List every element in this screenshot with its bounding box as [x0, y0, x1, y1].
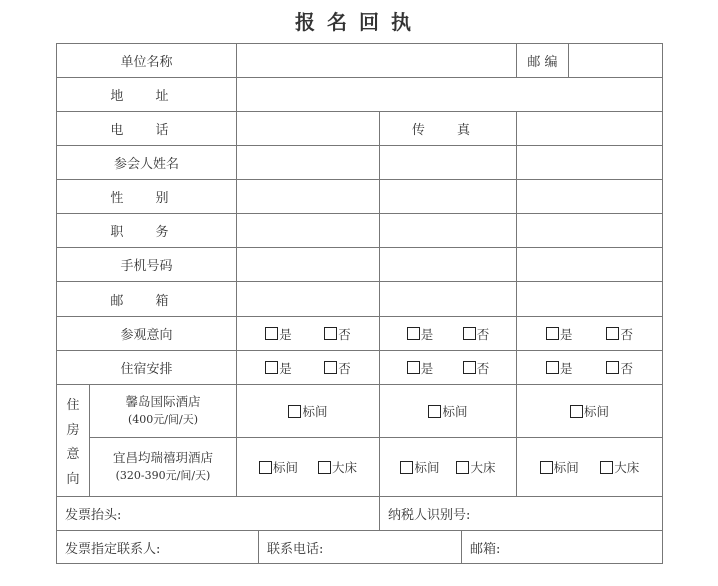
- label-email: [56, 281, 237, 317]
- attendee-2-accommodation: [379, 350, 517, 385]
- label-postcode: [516, 43, 569, 78]
- accommodation-yes-checkbox[interactable]: 是: [546, 359, 573, 377]
- label-fax: [379, 111, 517, 146]
- label-char: 房: [66, 422, 80, 438]
- standard-room-checkbox[interactable]: 标间: [428, 402, 467, 420]
- label-room-intent: [56, 384, 90, 497]
- attendee-3-position-field[interactable]: [516, 213, 663, 248]
- label-text: 职 务: [110, 225, 183, 240]
- hotel-name: 宜昌均瑞禧玥酒店: [112, 450, 213, 465]
- label-visit-intent: [56, 316, 237, 351]
- attendee-3-hotel-1: [516, 384, 663, 438]
- label-char: 住: [66, 397, 80, 413]
- accommodation-yes-checkbox[interactable]: 是: [407, 359, 434, 377]
- label-text: 住宿安排: [120, 362, 173, 377]
- label-text: 参观意向: [120, 328, 173, 343]
- standard-room-checkbox[interactable]: 标间: [570, 402, 609, 420]
- label-position: [56, 213, 237, 248]
- attendee-2-position-field[interactable]: [379, 213, 517, 248]
- contact-email-field[interactable]: [461, 530, 663, 564]
- hotel-1-label: [89, 384, 237, 438]
- attendee-1-gender-field[interactable]: [236, 179, 380, 214]
- visit-yes-checkbox[interactable]: 是: [407, 325, 434, 343]
- attendee-1-hotel-2: [236, 437, 380, 497]
- label-unit-name: [56, 43, 237, 78]
- attendee-3-gender-field[interactable]: [516, 179, 663, 214]
- hotel-price: (320-390元/间/天): [115, 469, 211, 482]
- label-char: 意: [66, 447, 80, 463]
- attendee-2-hotel-1: [379, 384, 517, 438]
- accommodation-yes-checkbox[interactable]: 是: [265, 359, 292, 377]
- attendee-3-visit: [516, 316, 663, 351]
- page-title: 报名回执: [295, 10, 423, 34]
- fax-field[interactable]: [516, 111, 663, 146]
- attendee-2-email-field[interactable]: [379, 281, 517, 317]
- attendee-2-hotel-2: [379, 437, 517, 497]
- invoice-header-field[interactable]: [56, 496, 380, 531]
- contact-phone-field[interactable]: [258, 530, 462, 564]
- attendee-1-name-field[interactable]: [236, 145, 380, 180]
- hotel-2-label: [89, 437, 237, 497]
- unit-name-field[interactable]: [236, 43, 517, 78]
- label-text: 邮 编: [527, 55, 558, 70]
- label-text: 手机号码: [120, 259, 173, 274]
- visit-no-checkbox[interactable]: 否: [324, 325, 351, 343]
- attendee-1-email-field[interactable]: [236, 281, 380, 317]
- hotel-name: 馨岛国际酒店: [125, 394, 201, 409]
- label-gender: [56, 179, 237, 214]
- accommodation-no-checkbox[interactable]: 否: [463, 359, 490, 377]
- label-text: 传 真: [411, 123, 485, 138]
- standard-room-checkbox[interactable]: 标间: [259, 458, 298, 476]
- label-accommodation: [56, 350, 237, 385]
- standard-room-checkbox[interactable]: 标间: [288, 402, 327, 420]
- attendee-2-visit: [379, 316, 517, 351]
- phone-field[interactable]: [236, 111, 380, 146]
- tax-id-field[interactable]: [379, 496, 663, 531]
- label-text: 邮箱:: [470, 541, 501, 557]
- label-text: 参会人姓名: [113, 157, 179, 172]
- visit-yes-checkbox[interactable]: 是: [546, 325, 573, 343]
- label-text: 性 别: [110, 191, 183, 206]
- label-text: 地 址: [110, 89, 183, 104]
- attendee-1-mobile-field[interactable]: [236, 247, 380, 282]
- king-bed-checkbox[interactable]: 大床: [318, 458, 357, 476]
- attendee-2-mobile-field[interactable]: [379, 247, 517, 282]
- attendee-3-mobile-field[interactable]: [516, 247, 663, 282]
- address-field[interactable]: [236, 77, 663, 112]
- attendee-3-hotel-2: [516, 437, 663, 497]
- label-phone: [56, 111, 237, 146]
- label-text: 纳税人识别号:: [388, 508, 471, 523]
- attendee-1-hotel-1: [236, 384, 380, 438]
- visit-no-checkbox[interactable]: 否: [606, 325, 633, 343]
- label-text: 电 话: [110, 123, 183, 138]
- attendee-3-name-field[interactable]: [516, 145, 663, 180]
- king-bed-checkbox[interactable]: 大床: [600, 458, 639, 476]
- label-text: 发票抬头:: [65, 508, 122, 523]
- label-attendee-name: [56, 145, 237, 180]
- attendee-1-position-field[interactable]: [236, 213, 380, 248]
- label-char: 向: [66, 472, 80, 488]
- hotel-price: (400元/间/天): [128, 413, 198, 426]
- attendee-3-accommodation: [516, 350, 663, 385]
- label-address: [56, 77, 237, 112]
- label-text: 发票指定联系人:: [65, 541, 161, 557]
- visit-no-checkbox[interactable]: 否: [463, 325, 490, 343]
- accommodation-no-checkbox[interactable]: 否: [324, 359, 351, 377]
- label-mobile: [56, 247, 237, 282]
- attendee-2-gender-field[interactable]: [379, 179, 517, 214]
- standard-room-checkbox[interactable]: 标间: [400, 458, 439, 476]
- label-text: 联系电话:: [267, 541, 324, 557]
- standard-room-checkbox[interactable]: 标间: [540, 458, 579, 476]
- label-text: 邮 箱: [110, 293, 183, 309]
- invoice-contact-field[interactable]: [56, 530, 259, 564]
- visit-yes-checkbox[interactable]: 是: [265, 325, 292, 343]
- postcode-field[interactable]: [568, 43, 663, 78]
- attendee-3-email-field[interactable]: [516, 281, 663, 317]
- attendee-2-name-field[interactable]: [379, 145, 517, 180]
- attendee-1-visit: [236, 316, 380, 351]
- attendee-1-accommodation: [236, 350, 380, 385]
- king-bed-checkbox[interactable]: 大床: [456, 458, 495, 476]
- label-text: 单位名称: [120, 55, 173, 70]
- accommodation-no-checkbox[interactable]: 否: [606, 359, 633, 377]
